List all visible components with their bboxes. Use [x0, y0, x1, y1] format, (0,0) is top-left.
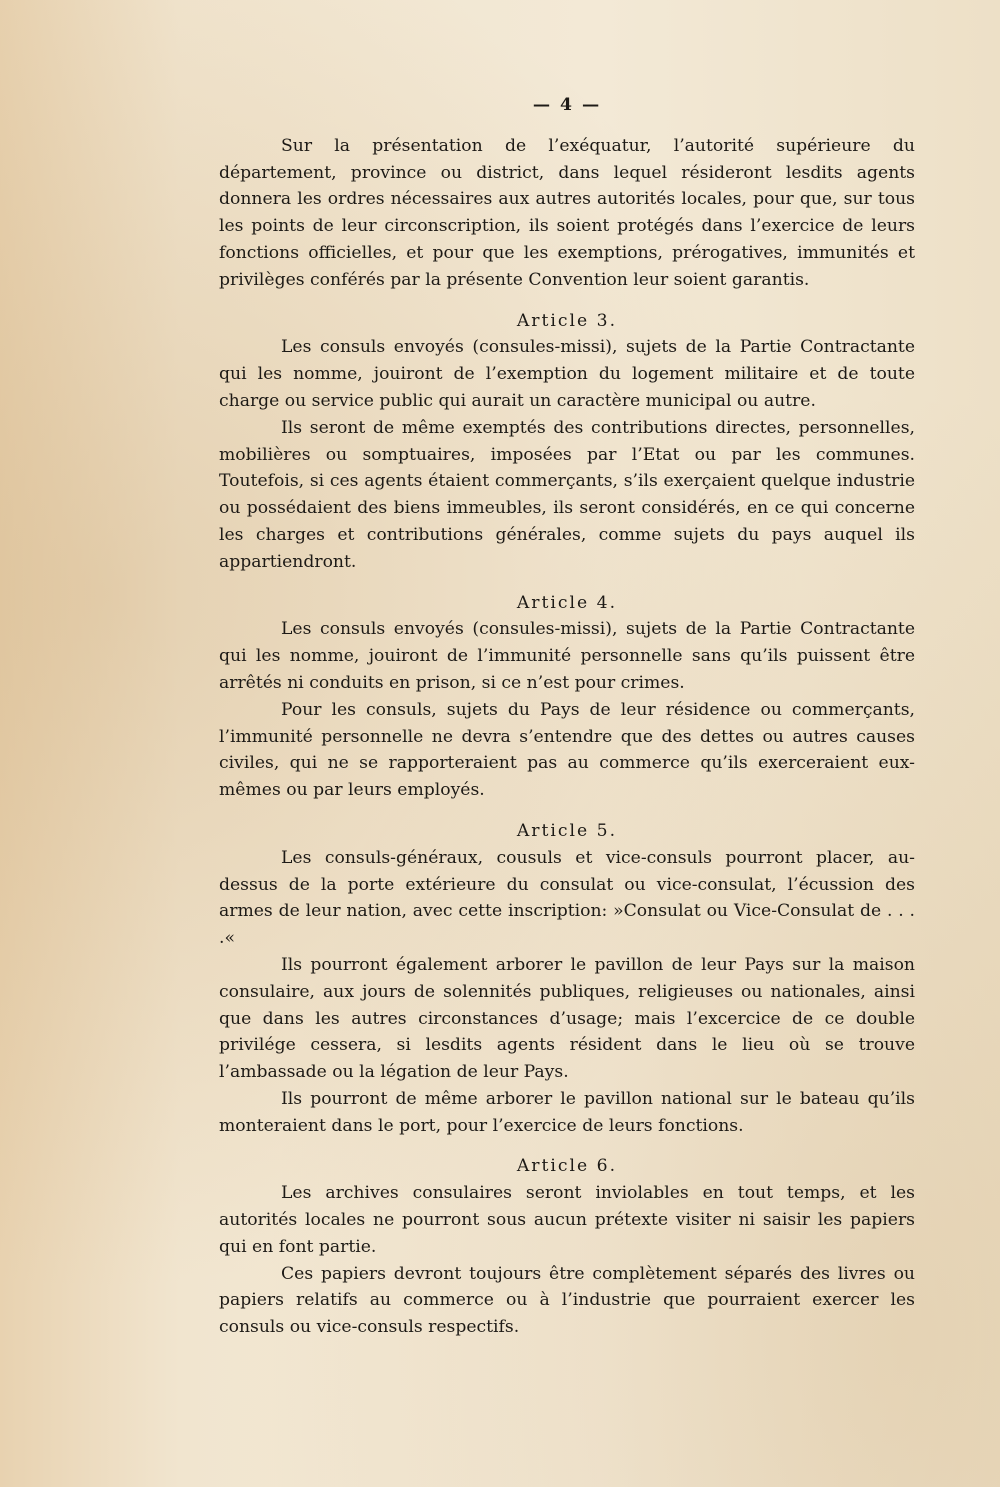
article-5-heading: Article 5. [516, 820, 618, 841]
page-number: — 4 — [532, 95, 602, 115]
paragraph: Sur la présentation de l’exéquatur, l’autorité supérieure du département, province ou district, dans lequel résideront lesdits agents donnera les ordres nécessaires aux autres autorités locales, pour que, sur tous les points de leur circonscription, ils soient protégés dans l’exercice de leurs fonctions officielles, et pour que les exemptions, prérogatives, immunités et privilèges conférés par la présente Convention leur soient garantis. [219, 135, 915, 290]
paragraph: Les consuls-généraux, cousuls et vice-consuls pourront placer, au-dessus de la porte extérieure du consulat ou vice-consulat, l’écussion des armes de leur nation, avec cette inscription: »Consulat ou Vice-Consulat de . . . .« [219, 847, 915, 949]
paragraph: Pour les consuls, sujets du Pays de leur résidence ou commerçants, l’immunité personnelle ne devra s’entendre que des dettes ou autres causes civiles, qui ne se rapporteraient pas au commerce qu’ils exerceraient eux-mêmes ou par leurs employés. [219, 699, 915, 801]
document-body [219, 92, 915, 1341]
paragraph: Ils pourront de même arborer le pavillon national sur le bateau qu’ils monteraient dans le port, pour l’exercice de leurs fonctions. [219, 1088, 915, 1136]
article-3-heading: Article 3. [516, 310, 618, 331]
paragraph: Les archives consulaires seront inviolables en tout temps, et les autorités locales ne pourront sous aucun prétexte visiter ni saisir les papiers qui en font partie. [219, 1183, 915, 1257]
article-4-heading: Article 4. [516, 592, 618, 613]
paragraph: Les consuls envoyés (consules-missi), sujets de la Partie Contractante qui les nomme, jouiront de l’immunité personnelle sans qu’ils puissent être arrêtés ni conduits en prison, si ce n’est pour crimes. [219, 619, 915, 693]
paragraph: Ils pourront également arborer le pavillon de leur Pays sur la maison consulaire, aux jours de solennités publiques, religieuses ou nationales, ainsi que dans les autres circonstances d’usage; mais l’excercice de ce double privilége cessera, si lesdits agents résident dans le lieu où se trouve l’ambassade ou la légation de leur Pays. [219, 954, 915, 1083]
paragraph: Ils seront de même exemptés des contributions directes, personnelles, mobilières ou somptuaires, imposées par l’Etat ou par les communes. Toutefois, si ces agents étaient commerçants, s’ils exerçaient quelque industrie ou possédaient des biens immeubles, ils seront considérés, en ce qui concerne les charges et contributions générales, comme sujets du pays auquel ils appartiendront. [219, 417, 915, 572]
paragraph: Les consuls envoyés (consules-missi), sujets de la Partie Contractante qui les nomme, jouiront de l’exemption du logement militaire et de toute charge ou service public qui aurait un caractère municipal ou autre. [219, 337, 915, 411]
article-6-heading: Article 6. [516, 1156, 618, 1177]
paragraph: Ces papiers devront toujours être complètement séparés des livres ou papiers relatifs au commerce ou à l’industrie que pourraient exercer les consuls ou vice-consuls respectifs. [219, 1263, 915, 1338]
